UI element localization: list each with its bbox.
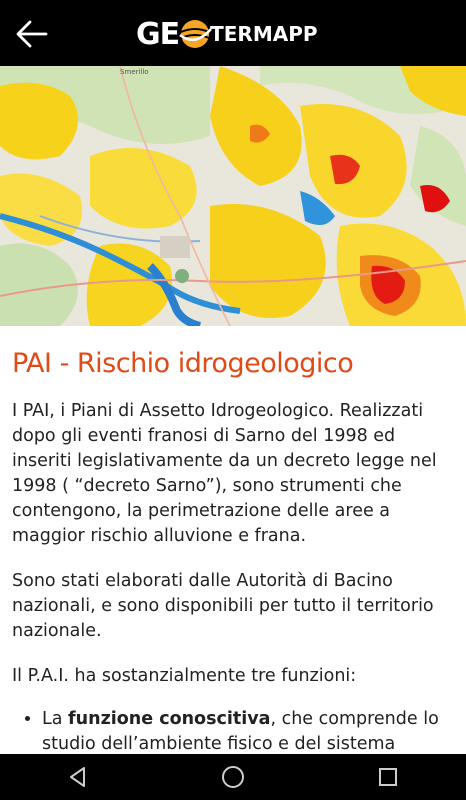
map-image — [0, 66, 466, 326]
nav-back-button[interactable] — [48, 754, 108, 800]
system-nav-bar — [0, 754, 466, 800]
risk-map[interactable] — [0, 66, 466, 326]
square-recent-icon — [376, 765, 400, 789]
article-title: PAI - Rischio idrogeologico — [12, 348, 354, 379]
nav-recent-button[interactable] — [358, 754, 418, 800]
article-content — [12, 326, 452, 754]
article-paragraph-1: I PAI, i Piani di Assetto Idrogeologico. Realizzati dopo gli eventi franosi di Sarno del 1998 ed inseriti legislativamente da un decreto legge nel 1998 ( “decreto Sarno”), sono strumenti che contengono, la perimetrazione delle aree a maggior rischio alluvione e frana. — [12, 401, 437, 546]
triangle-back-icon — [66, 765, 90, 789]
map-label: Smerillo — [120, 68, 149, 76]
nav-home-button[interactable] — [203, 754, 263, 800]
circle-home-icon — [220, 764, 246, 790]
bullet-bold: funzione conoscitiva — [68, 709, 271, 729]
globe-icon — [178, 17, 212, 51]
bullet-prefix: La — [42, 709, 69, 729]
app-bar — [0, 0, 466, 66]
article-paragraph-2: Sono stati elaborati dalle Autorità di Bacino nazionali, e sono disponibili per tutto il territorio nazionale. — [12, 571, 434, 641]
function-list — [12, 707, 452, 754]
back-button[interactable] — [12, 14, 52, 54]
arrow-left-icon — [15, 17, 49, 51]
logo-suffix: TERMAPP — [210, 22, 318, 46]
bullet-rest: , che comprende lo studio dell’ambiente fisico e del sistema — [42, 709, 439, 754]
logo-prefix: GE — [136, 16, 180, 52]
article-paragraph-3: Il P.A.I. ha sostanzialmente tre funzioni: — [12, 666, 357, 686]
list-item — [42, 707, 452, 754]
app-logo — [136, 14, 318, 54]
